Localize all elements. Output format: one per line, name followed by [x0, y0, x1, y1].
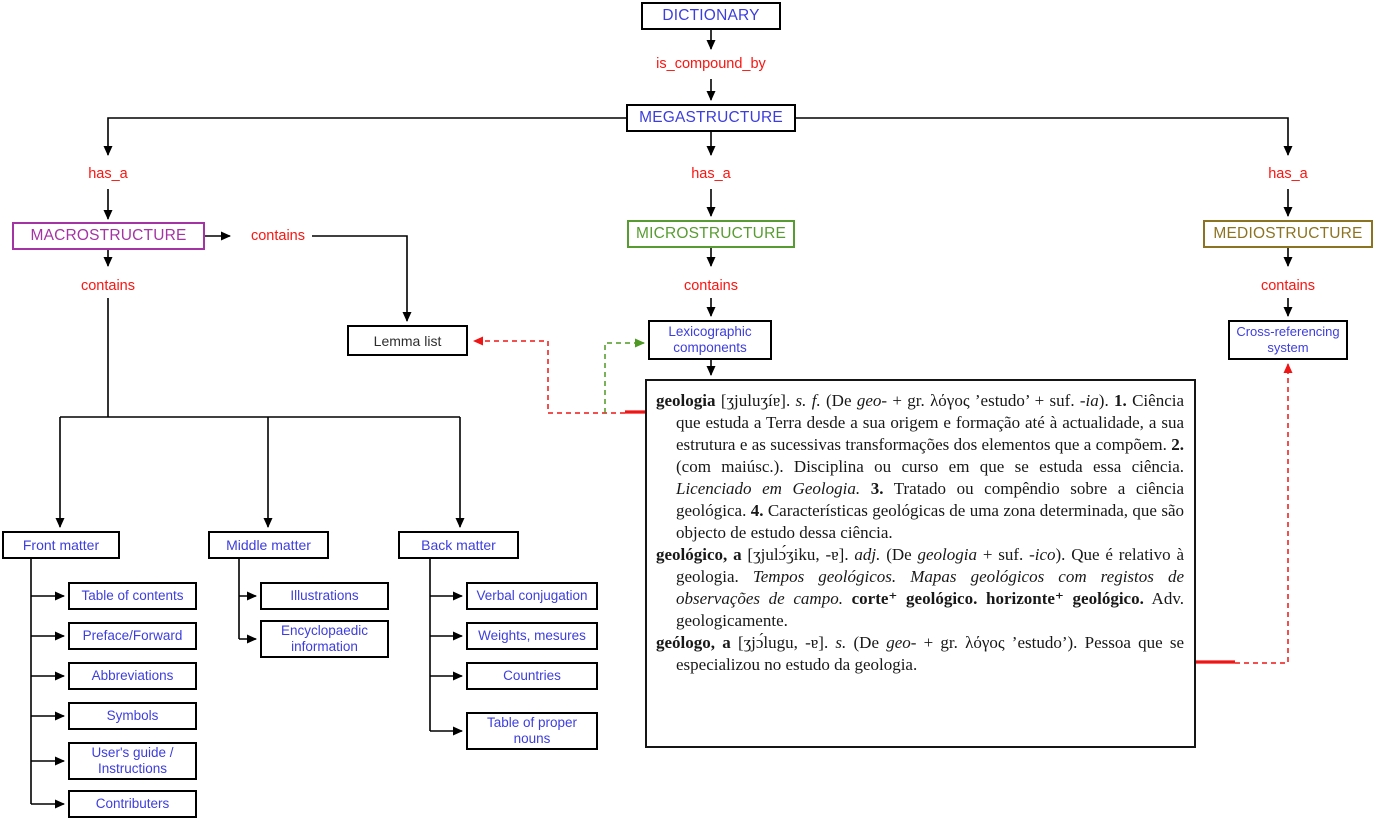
node-mediostructure-label: MEDIOSTRUCTURE: [1213, 225, 1363, 242]
edge-label-has-a-left: has_a: [88, 166, 128, 182]
node-macrostructure-label: MACROSTRUCTURE: [30, 227, 187, 244]
node-preface-forward-label: Preface/Forward: [82, 627, 183, 643]
node-dictionary-label: DICTIONARY: [662, 7, 760, 24]
node-middle-matter: [208, 531, 329, 559]
node-dictionary: [641, 2, 781, 30]
dashed-green-link-to-lexicographic-components: [605, 343, 644, 413]
node-middle-matter-label: Middle matter: [226, 537, 311, 553]
node-table-of-proper-nouns: [466, 712, 598, 750]
node-table-of-proper-nouns-label: Table of proper nouns: [486, 714, 578, 746]
node-users-guide: [68, 742, 197, 780]
node-illustrations-label: Illustrations: [290, 587, 359, 603]
node-cross-referencing-system-label: Cross-referencing system: [1236, 324, 1340, 355]
node-table-of-contents-label: Table of contents: [81, 587, 184, 603]
node-illustrations: [260, 582, 389, 610]
dictionary-entry: geólogo, a [ʒjɔ́lugu, -ɐ]. s. (De geo- + gr. λόγος ’estudo’). Pessoa que se especializou no estudo da geologia.: [656, 633, 1185, 674]
node-weights-mesures: [466, 622, 598, 650]
node-microstructure-label: MICROSTRUCTURE: [635, 225, 787, 242]
edge-label-has-a-center: has_a: [691, 166, 731, 182]
node-cross-referencing-system: [1228, 320, 1348, 360]
node-contributers-label: Contributers: [95, 795, 170, 811]
node-symbols: [68, 702, 197, 730]
node-front-matter-label: Front matter: [22, 537, 100, 553]
node-lemma-list: [347, 325, 468, 356]
edge-label-contains-macro-down: contains: [80, 278, 136, 294]
node-encyclopaedic-information: [260, 620, 389, 658]
node-lexicographic-components: [648, 320, 772, 360]
edge-label-is-compound-by: is_compound_by: [656, 56, 766, 72]
node-verbal-conjugation: [466, 582, 598, 610]
edge-label-has-a-right: has_a: [1268, 166, 1308, 182]
node-back-matter-label: Back matter: [421, 537, 496, 553]
node-contributers: [68, 790, 197, 818]
dashed-red-link-crossrefs-to-crossref-system: [1235, 364, 1288, 663]
node-countries: [466, 662, 598, 690]
node-macrostructure: [12, 222, 205, 250]
node-verbal-conjugation-label: Verbal conjugation: [476, 587, 588, 603]
node-front-matter: [2, 531, 120, 559]
dashed-red-link-geologia-to-lemma-list: [474, 341, 625, 413]
node-megastructure: [626, 104, 796, 132]
node-abbreviations: [68, 662, 197, 690]
node-abbreviations-label: Abbreviations: [91, 667, 174, 683]
node-mediostructure: [1203, 220, 1373, 248]
node-back-matter: [398, 531, 519, 559]
node-users-guide-label: User's guide / Instructions: [91, 744, 174, 776]
node-preface-forward: [68, 622, 197, 650]
edge-label-contains-macro-right: contains: [250, 228, 306, 244]
node-microstructure: [627, 220, 795, 248]
node-encyclopaedic-information-label: Encyclopaedic information: [280, 622, 369, 654]
node-table-of-contents: [68, 582, 197, 610]
dictionary-excerpt: [645, 379, 1196, 748]
node-lexicographic-components-label: Lexicographic components: [668, 323, 752, 355]
node-countries-label: Countries: [503, 667, 561, 683]
edge-label-contains-medio: contains: [1260, 278, 1316, 294]
node-weights-mesures-label: Weights, mesures: [478, 627, 586, 643]
edge-label-contains-micro: contains: [683, 278, 739, 294]
node-symbols-label: Symbols: [106, 707, 159, 723]
dictionary-entry: geologia [ʒjuluʒíɐ]. s. f. (De geo- + gr. λόγος ’estudo’ + suf. -ia). 1. Ciência que estuda a Terra desde a sua origem e formação até à actualidade, a sua estrutura e as sucessivas transformações dos elementos que a compõem. 2. (com maiúsc.). Disciplina ou curso em que se estuda essa ciência. Licenciado em Geologia. 3. Tratado ou compêndio sobre a ciência geológica. 4. Características geológicas de uma zona determinada, que são objecto de estudo dessa ciência.: [656, 391, 1185, 542]
dictionary-entry: geológico, a [ʒjulɔ́ʒiku, -ɐ]. adj. (De geologia + suf. -ico). Que é relativo à geologia. Tempos geológicos. Mapas geológicos com registos de observações de campo. corte⁺ geológico. horizonte⁺ geológico. Adv. geologicamente.: [656, 545, 1185, 630]
node-lemma-list-label: Lemma list: [373, 332, 442, 349]
node-megastructure-label: MEGASTRUCTURE: [639, 109, 783, 126]
